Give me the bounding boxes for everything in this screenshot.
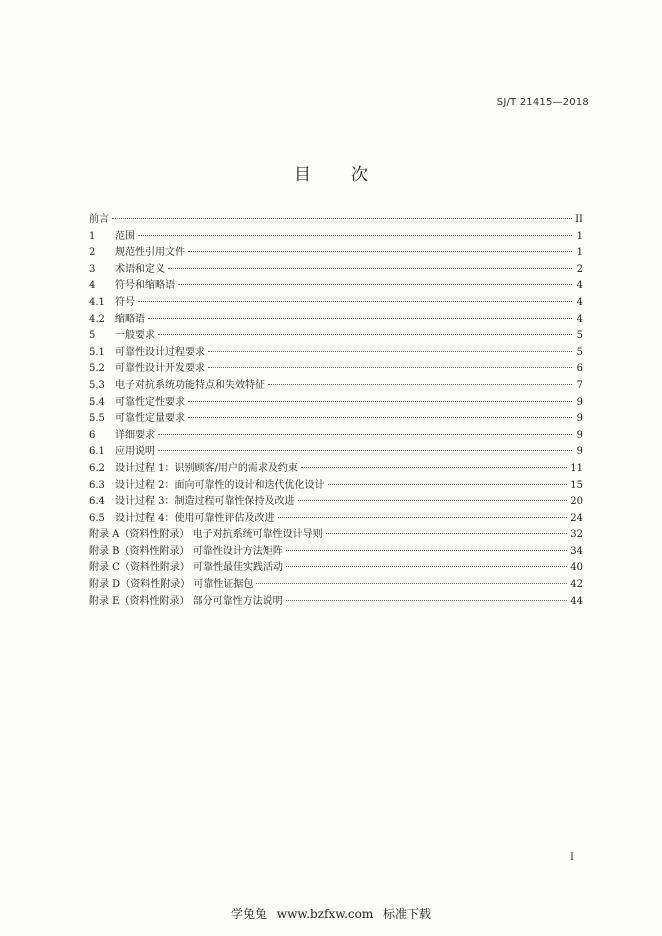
toc-entry-text: 术语和定义 [115,263,165,275]
toc-entry-label [89,212,109,229]
toc-entry-text: 应用说明 [115,446,155,458]
toc-entry-number: 2 [89,247,96,259]
toc-title-char-2: 次 [351,165,368,185]
toc-entry-text: 电子对抗系统功能特点和失效特征 [115,379,265,391]
toc-entry-number: 5.4 [89,396,105,408]
toc-entry[interactable] [89,594,583,611]
toc-entry-text: 范围 [115,230,135,242]
toc-entry-number: 6.3 [89,479,105,491]
toc-entry-page: 9 [576,413,583,425]
toc-dot-leader [208,351,572,352]
toc-entry-page: 6 [576,363,583,375]
toc-dot-leader [208,367,572,368]
toc-dot-leader [148,318,572,319]
toc-entry-number: 6.5 [89,512,105,524]
toc-entry[interactable] [89,295,583,312]
toc-entry-label [89,478,325,495]
toc-entry-page: 32 [570,529,583,541]
toc-entry[interactable] [89,577,583,594]
toc-entry-page: 4 [576,280,583,292]
toc-dot-leader [301,467,567,468]
toc-entry-label [89,262,165,279]
toc-entry-page: 7 [576,379,583,391]
toc-dot-leader [178,284,572,285]
toc-dot-leader [138,235,572,236]
toc-entry-number: 1 [89,230,96,242]
toc-entry[interactable] [89,428,583,445]
toc-dot-leader [278,517,568,518]
toc-dot-leader [298,500,568,501]
toc-entry-number: 5.1 [89,346,105,358]
toc-entry[interactable] [89,378,583,395]
toc-dot-leader [138,301,572,302]
toc-dot-leader [188,417,572,418]
toc-entry-label [89,361,205,378]
toc-entry-number: 6.2 [89,462,105,474]
toc-entry-page: 1 [576,247,583,259]
toc-entry-text: 可靠性设计过程要求 [115,346,205,358]
table-of-contents [89,212,583,610]
toc-entry-label [89,494,295,511]
toc-entry[interactable] [89,444,583,461]
toc-dot-leader [112,218,572,219]
toc-entry[interactable] [89,345,583,362]
toc-entry[interactable] [89,395,583,412]
toc-entry[interactable] [89,461,583,478]
toc-entry[interactable] [89,278,583,295]
toc-title [0,160,662,185]
toc-entry[interactable] [89,229,583,246]
toc-entry-number: 4.1 [89,296,105,308]
toc-entry-label [89,461,298,478]
toc-entry-text: 设计过程 2：面向可靠性的设计和迭代优化设计 [115,479,325,491]
toc-entry-label [89,278,175,295]
toc-entry-text: 附录 A（资料性附录） 电子对抗系统可靠性设计导则 [89,529,323,541]
toc-entry-label [89,428,155,445]
toc-entry[interactable] [89,262,583,279]
standard-code: SJ/T 21415—2018 [496,97,589,108]
toc-entry[interactable] [89,478,583,495]
toc-entry[interactable] [89,328,583,345]
toc-entry-number: 4.2 [89,313,105,325]
toc-title-char-1: 目 [294,165,311,185]
toc-entry-page: 9 [576,446,583,458]
toc-entry[interactable] [89,511,583,528]
toc-entry-label [89,594,283,611]
toc-entry-page: II [575,214,583,225]
toc-entry[interactable] [89,494,583,511]
toc-dot-leader [158,334,572,335]
toc-dot-leader [286,550,568,551]
toc-dot-leader [158,434,572,435]
toc-entry-number: 6.1 [89,446,105,458]
toc-dot-leader [188,251,572,252]
toc-entry-text: 一般要求 [115,330,155,342]
toc-entry-number: 5.2 [89,363,105,375]
toc-entry-page: 42 [570,579,583,591]
toc-entry-number: 6 [89,429,96,441]
toc-entry[interactable] [89,361,583,378]
toc-entry-label [89,328,155,345]
toc-entry-text: 设计过程 3：制造过程可靠性保持及改进 [115,496,295,508]
toc-entry-number: 4 [89,280,96,292]
toc-entry[interactable] [89,527,583,544]
toc-entry-label [89,345,205,362]
toc-entry-number: 6.4 [89,496,105,508]
toc-dot-leader [328,484,568,485]
footer [0,905,662,922]
toc-entry-page: 4 [576,313,583,325]
toc-entry-text: 可靠性定性要求 [115,396,185,408]
toc-entry-label [89,577,253,594]
toc-entry-page: 5 [576,330,583,342]
toc-entry-text: 附录 C（资料性附录） 可靠性最佳实践活动 [89,562,284,574]
toc-dot-leader [286,566,567,567]
toc-entry-number: 5.5 [89,413,105,425]
toc-entry-page: 9 [576,429,583,441]
page-number: I [570,852,574,863]
toc-entry-label [89,544,283,561]
toc-entry-page: 44 [570,595,583,607]
toc-entry-text: 附录 B（资料性附录） 可靠性设计方法矩阵 [89,545,283,557]
toc-entry[interactable] [89,212,583,229]
toc-entry-page: 4 [576,296,583,308]
toc-entry-page: 40 [570,562,583,574]
toc-entry-page: 15 [570,479,583,491]
toc-entry-text: 可靠性设计开发要求 [115,363,205,375]
toc-entry-label [89,378,265,395]
toc-entry-text: 可靠性定量要求 [115,413,185,425]
toc-entry-label [89,411,185,428]
toc-entry-label [89,295,135,312]
toc-entry-page: 9 [576,396,583,408]
toc-dot-leader [158,450,572,451]
toc-entry-page: 5 [576,346,583,358]
toc-entry-number: 5.3 [89,379,105,391]
footer-url[interactable]: www.bzfxw.com [276,907,374,921]
toc-entry-text: 符号 [115,296,135,308]
toc-entry[interactable] [89,245,583,262]
footer-tagline: 标准下载 [383,907,432,921]
toc-dot-leader [286,600,568,601]
toc-entry-label [89,245,185,262]
toc-entry-number: 3 [89,263,96,275]
toc-entry-text: 前言 [89,214,109,225]
toc-dot-leader [256,583,567,584]
toc-entry-text: 设计过程 1：识别顾客/用户的需求及约束 [115,462,298,474]
footer-site-name: 学兔兔 [230,907,267,921]
toc-entry-text: 规范性引用文件 [115,247,185,259]
toc-entry-page: 24 [570,512,583,524]
toc-entry-text: 符号和缩略语 [115,280,175,292]
toc-entry-number: 5 [89,330,96,342]
toc-entry-page: 20 [570,496,583,508]
toc-entry-page: 2 [576,263,583,275]
toc-entry-page: 1 [576,230,583,242]
toc-entry-label [89,395,185,412]
toc-entry[interactable] [89,560,583,577]
toc-dot-leader [268,384,572,385]
toc-entry-label [89,511,275,528]
toc-dot-leader [188,401,572,402]
toc-entry-text: 附录 E（资料性附录） 部分可靠性方法说明 [89,595,283,607]
toc-entry[interactable] [89,312,583,329]
toc-entry[interactable] [89,544,583,561]
toc-dot-leader [326,533,568,534]
toc-entry-text: 附录 D（资料性附录） 可靠性证据包 [89,579,254,591]
toc-entry-label [89,312,145,329]
toc-entry-page: 34 [570,545,583,557]
toc-entry-text: 设计过程 4：使用可靠性评估及改进 [115,512,275,524]
toc-dot-leader [168,268,572,269]
toc-entry[interactable] [89,411,583,428]
toc-entry-label [89,229,135,246]
toc-entry-label [89,444,155,461]
toc-entry-page: 11 [570,462,583,474]
toc-entry-text: 缩略语 [115,313,145,325]
toc-entry-text: 详细要求 [115,429,155,441]
toc-entry-label [89,527,323,544]
toc-entry-label [89,560,283,577]
